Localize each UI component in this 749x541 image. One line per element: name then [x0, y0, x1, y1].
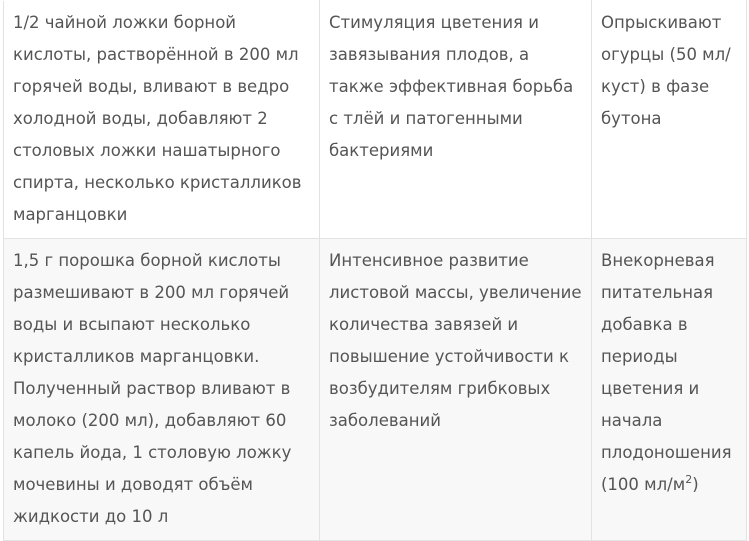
- table-row: [4, 1, 747, 239]
- fertilizer-table-container: [3, 0, 746, 541]
- composition-cell: 1/2 чайной ложки борной кислоты, растворённой в 200 мл горячей воды, вливают в ведро холодной воды, добавляют 2 столовых ложки нашатырного спирта, несколько кристалликов марганцовки: [4, 1, 320, 239]
- fertilizer-table: [3, 0, 747, 541]
- application-cell: [592, 239, 747, 541]
- table-row: [4, 239, 747, 541]
- superscript-exponent: 2: [685, 472, 693, 486]
- effect-cell: Интенсивное развитие листовой массы, увеличение количества завязей и повышение устойчивости к возбудителям грибковых заболеваний: [320, 239, 592, 541]
- effect-cell: Стимуляция цветения и завязывания плодов, а также эффективная борьба с тлёй и патогенными бактериями: [320, 1, 592, 239]
- application-cell: Опрыскивают огурцы (50 мл/куст) в фазе бутона: [592, 1, 747, 239]
- application-text-tail: ): [692, 475, 699, 494]
- application-text: Внекорневая питательная добавка в периоды цветения и начала плодоношения (100 мл/м: [601, 251, 732, 494]
- composition-cell: 1,5 г порошка борной кислоты размешивают в 200 мл горячей воды и всыпают несколько кристалликов марганцовки. Полученный раствор вливают в молоко (200 мл), добавляют 60 капель йода, 1 столовую ложку мочевины и доводят объём жидкости до 10 л: [4, 239, 320, 541]
